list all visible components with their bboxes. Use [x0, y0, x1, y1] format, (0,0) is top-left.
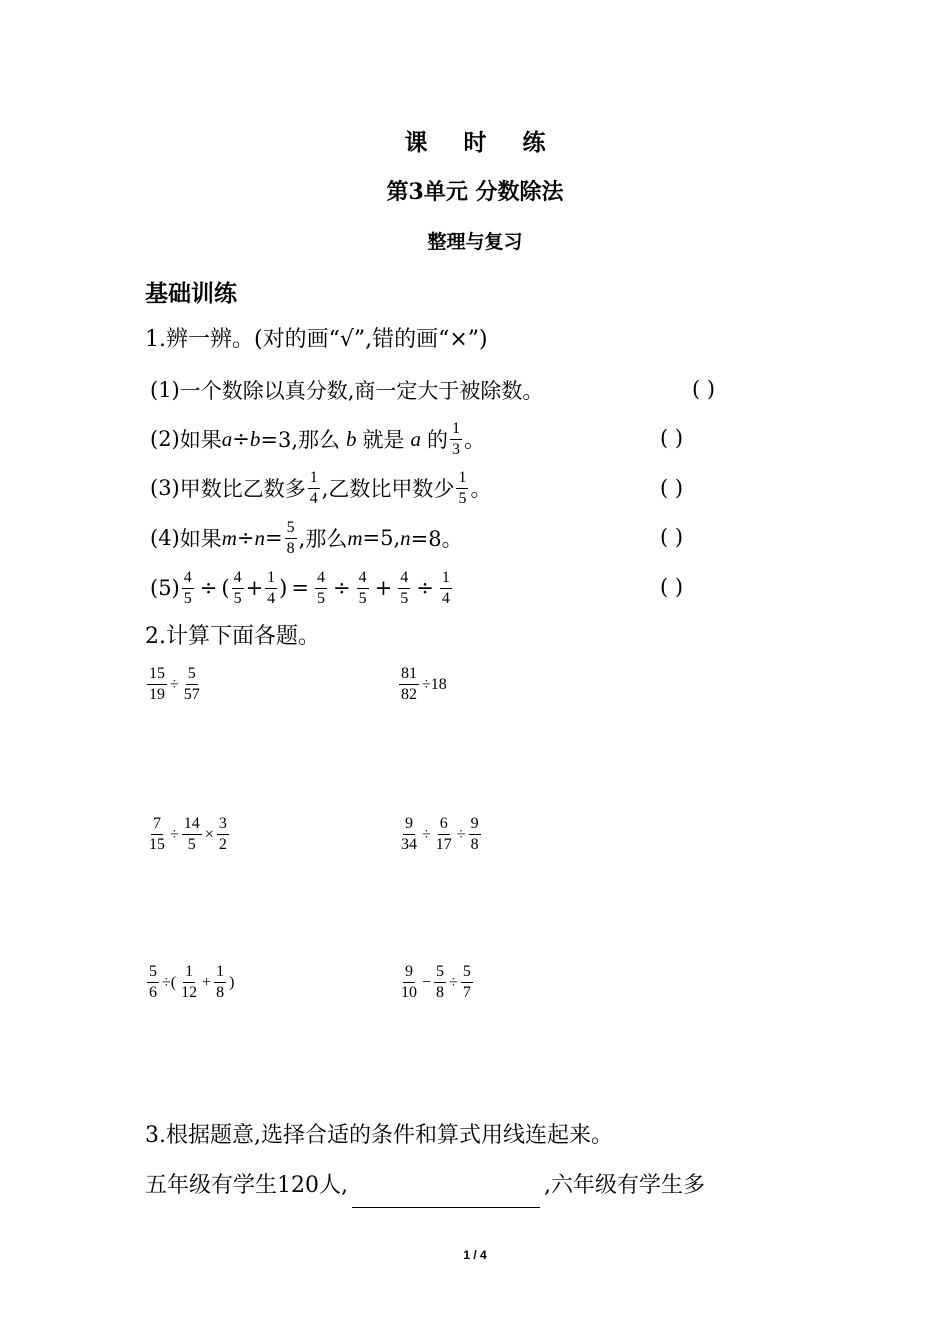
calc-problem-5 [145, 964, 235, 1001]
fraction: $\frac{81}{82}$ [401, 665, 417, 703]
item-text: 甲数比乙数多 [179, 477, 306, 501]
variable-b: b [346, 426, 357, 451]
divide-sign: ÷ [170, 675, 179, 693]
right-paren: ) [229, 973, 235, 991]
variable-n: n [400, 525, 411, 550]
q1-prompt: 1.辨一辨。(对的画“√”,错的画“×”) [145, 327, 488, 352]
divide-sign: ÷ [199, 576, 218, 600]
fraction: $\frac{5}{8}$ [436, 963, 445, 1001]
statement-text: ,六年级有学生多 [544, 1173, 705, 1198]
item-text: ,那么 [298, 527, 348, 551]
item-text: 如果 [179, 428, 222, 452]
section-title: 基础训练 [145, 280, 237, 307]
item-number: (4) [150, 526, 180, 550]
fill-blank[interactable] [352, 1181, 540, 1208]
fraction: $\frac{7}{15}$ [149, 815, 165, 853]
fraction: $\frac{5}{57}$ [183, 665, 200, 703]
calc-problem-4 [397, 816, 483, 853]
fraction: $\frac{4}{5}$ [358, 568, 367, 607]
item-number: (2) [150, 427, 180, 451]
fraction: $\frac{15}{19}$ [149, 665, 165, 703]
calc-problem-1 [145, 666, 204, 703]
fraction: $\frac{5}{8}$ [286, 518, 295, 557]
variable-a: a [410, 426, 421, 451]
fraction: $\frac{1}{4}$ [309, 468, 318, 507]
item-text: =3,那么 [260, 428, 340, 452]
left-paren: ( [221, 576, 230, 600]
fraction: $\frac{4}{5}$ [316, 568, 325, 607]
fraction: $\frac{4}{5}$ [400, 568, 409, 607]
fraction: $\frac{1}{4}$ [441, 568, 450, 607]
unit-title: 第3单元 分数除法 [386, 179, 564, 205]
plus-sign: + [202, 973, 212, 991]
fraction: $\frac{5}{6}$ [149, 963, 157, 1001]
calc-problem-6 [397, 964, 475, 1001]
plus-sign: + [374, 576, 393, 600]
item-text: 一个数除以真分数,商一定大于被除数。 [179, 379, 544, 403]
divide-sign: ÷ [422, 825, 431, 843]
variable-m: m [347, 525, 363, 550]
q2-prompt: 2.计算下面各题。 [145, 624, 320, 649]
fraction: $\frac{9}{8}$ [470, 815, 479, 853]
equals-sign: = [291, 576, 309, 600]
fraction: $\frac{1}{8}$ [216, 963, 225, 1001]
answer-box-4[interactable]: ( ) [660, 525, 684, 549]
fraction: $\frac{1}{12}$ [181, 963, 198, 1001]
fraction: $\frac{4}{5}$ [183, 568, 192, 607]
divide-sign: ÷ [449, 973, 458, 991]
operator-text: ÷( [162, 973, 177, 991]
answer-box-3[interactable]: ( ) [660, 476, 684, 500]
doc-title: 课 时 练 [404, 129, 560, 156]
equals-sign: = [265, 526, 283, 550]
times-sign: × [204, 825, 214, 843]
fraction: $\frac{6}{17}$ [435, 815, 452, 853]
divide-sign: ÷ [332, 576, 351, 600]
item-text: 。 [470, 477, 492, 501]
variable-m: m [221, 525, 237, 550]
fraction: $\frac{9}{34}$ [401, 815, 417, 853]
lesson-title: 整理与复习 [427, 231, 523, 253]
q1-item-2 [150, 413, 485, 465]
q1-item-1 [150, 364, 543, 416]
item-number: (5) [150, 576, 180, 600]
item-text: 如果 [179, 527, 222, 551]
divide-sign: ÷ [236, 526, 255, 550]
fraction: $\frac{14}{5}$ [183, 815, 200, 853]
right-paren: ) [279, 576, 288, 600]
q1-item-3 [150, 462, 491, 514]
variable-b: b [249, 426, 261, 451]
item-text: ,乙数比甲数少 [321, 477, 455, 501]
item-number: (1) [150, 378, 180, 402]
q3-statement [145, 1164, 705, 1208]
q1-item-5 [150, 562, 454, 614]
page-number: 1 / 4 [463, 1248, 487, 1262]
fraction: $\frac{3}{2}$ [218, 815, 227, 853]
fraction: $\frac{1}{5}$ [458, 468, 467, 507]
divide-sign: ÷ [232, 427, 250, 451]
statement-text: 五年级有学生120人, [145, 1173, 348, 1198]
item-text: 的 [427, 428, 448, 452]
calc-problem-3 [145, 816, 231, 853]
fraction: $\frac{1}{4}$ [267, 568, 276, 607]
calc-problem-2 [397, 666, 448, 703]
divide-sign: ÷ [456, 825, 466, 843]
variable-n: n [254, 525, 266, 550]
plus-sign: + [245, 576, 264, 600]
operator-text: ÷18 [422, 675, 447, 693]
item-text: =5, [362, 526, 401, 550]
fraction: $\frac{9}{10}$ [401, 963, 417, 1001]
item-text: =8。 [410, 527, 463, 551]
item-text: 就是 [362, 428, 405, 452]
divide-sign: ÷ [170, 825, 179, 843]
answer-box-5[interactable]: ( ) [660, 575, 684, 599]
item-number: (3) [150, 476, 180, 500]
fraction: $\frac{5}{7}$ [462, 963, 471, 1001]
divide-sign: ÷ [416, 576, 434, 600]
q1-item-4 [150, 512, 463, 564]
variable-a: a [221, 426, 233, 451]
q3-prompt: 3.根据题意,选择合适的条件和算式用线连起来。 [145, 1123, 613, 1148]
answer-box-1[interactable]: ( ) [692, 377, 716, 401]
answer-box-2[interactable]: ( ) [660, 426, 684, 450]
fraction: $\frac{4}{5}$ [233, 568, 242, 607]
item-text: 。 [464, 428, 485, 452]
fraction: $\frac{1}{3}$ [452, 419, 460, 458]
minus-sign: − [422, 973, 432, 991]
